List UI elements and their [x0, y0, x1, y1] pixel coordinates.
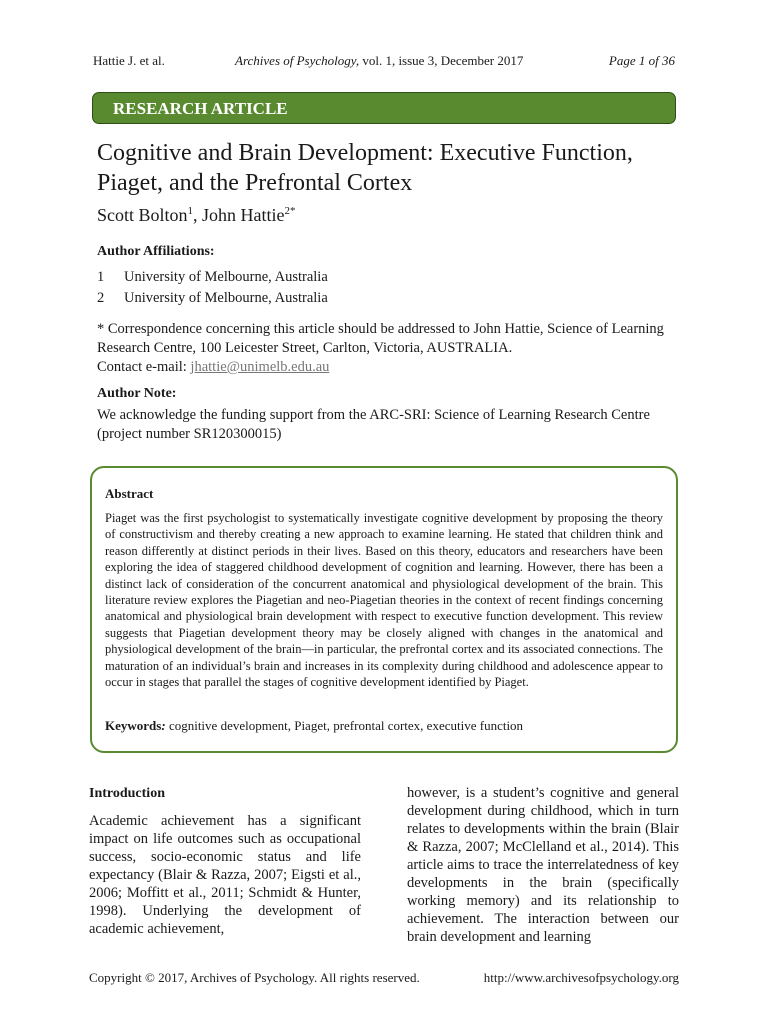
- keywords-colon: :: [161, 718, 166, 733]
- journal-name: Archives of Psychology,: [235, 53, 360, 68]
- author-name: John Hattie: [202, 205, 285, 225]
- affiliation-number: 1: [97, 269, 105, 285]
- keywords-list: cognitive development, Piaget, prefrontal cortex, executive function: [165, 718, 524, 733]
- article-title: Cognitive and Brain Development: Executive Function, Piaget, and the Prefrontal Cortex: [97, 140, 633, 196]
- keywords-label: Keywords: [105, 718, 162, 733]
- affiliation-number: 2: [97, 290, 105, 306]
- correspondence-text: * Correspondence concerning this article should be addressed to John Hattie, Science of Learning Research Centre, 100 Leicester Street, Carlton, Victoria, AUSTRALIA.: [97, 321, 664, 356]
- introduction-heading: Introduction: [89, 786, 165, 801]
- introduction-column-left: Academic achievement has a significant impact on life outcomes such as occupational success, socio-economic status and life expectancy (Blair & Razza, 2007; Eigsti et al., 2006; Moffitt et al., 2011; Schmidt & Hunter, 1998). Underlying the development of academic achievement,: [89, 813, 361, 937]
- author-list: [97, 205, 296, 226]
- copyright-notice: Copyright © 2017, Archives of Psychology. All rights reserved.: [89, 970, 420, 985]
- author-affil-mark: 2*: [284, 205, 296, 217]
- email-link[interactable]: jhattie@unimelb.edu.au: [190, 359, 330, 375]
- article-type-banner: RESEARCH ARTICLE: [92, 92, 676, 124]
- author-note-heading: Author Note:: [97, 386, 177, 401]
- affiliation-text: University of Melbourne, Australia: [124, 290, 328, 306]
- author-separator: ,: [193, 205, 203, 225]
- running-header: [93, 53, 675, 71]
- introduction-column-right: however, is a student’s cognitive and general development during childhood, which in turn relates to developments within the brain (Blair & Razza, 2007; McClelland et al., 2014). This article aims to trace the interrelatedness of key developments in the brain (specifically working memory) and its relationship to achievement. The interaction between our brain development and learning: [407, 785, 679, 945]
- contact-label: Contact e-mail:: [97, 359, 191, 375]
- journal-issue: vol. 1, issue 3, December 2017: [359, 53, 524, 68]
- abstract-heading: Abstract: [105, 486, 154, 501]
- page-footer: [89, 970, 679, 988]
- affiliation-item: [97, 290, 328, 307]
- journal-url[interactable]: http://www.archivesofpsychology.org: [483, 970, 679, 985]
- keywords-line: [105, 718, 523, 734]
- affiliations-heading: Author Affiliations:: [97, 244, 215, 259]
- page-number: Page 1 of 36: [608, 53, 675, 68]
- abstract-text: Piaget was the first psychologist to systematically investigate cognitive development by proposing the theory of constructivism and thereby creating a new approach to examine learning. He stated that children think and reason differently at distinct periods in their lives. Based on this theory, educators and researchers have been exploring the idea of staggered childhood development of cognition and learning. However, there has been a distinct lack of consideration of the concurrent anatomical and physiological development of the brain. This literature review explores the Piagetian and neo-Piagetian theories in the context of recent findings concerning anatomical and physiological brain development with respect to executive function development. This review suggests that Piagetian development theory may be closely aligned with changes in the anatomical and physiological development of the brain—in particular, the prefrontal cortex and its associated connections. The maturation of an individual’s brain and increases in its complexity during childhood and adolescence appear to occur in stages that parallel the stages of cognitive development identified by Piaget.: [105, 511, 663, 690]
- author-affil-mark: 1: [187, 205, 194, 217]
- author-note-text: We acknowledge the funding support from the ARC-SRI: Science of Learning Research Centre (project number SR120300015): [97, 407, 650, 442]
- affiliation-text: University of Melbourne, Australia: [124, 269, 328, 285]
- header-journal: [235, 53, 523, 69]
- correspondence-note: [97, 320, 687, 377]
- header-author: Hattie J. et al.: [93, 53, 165, 68]
- affiliation-item: [97, 269, 328, 286]
- author-name: Scott Bolton: [97, 205, 188, 225]
